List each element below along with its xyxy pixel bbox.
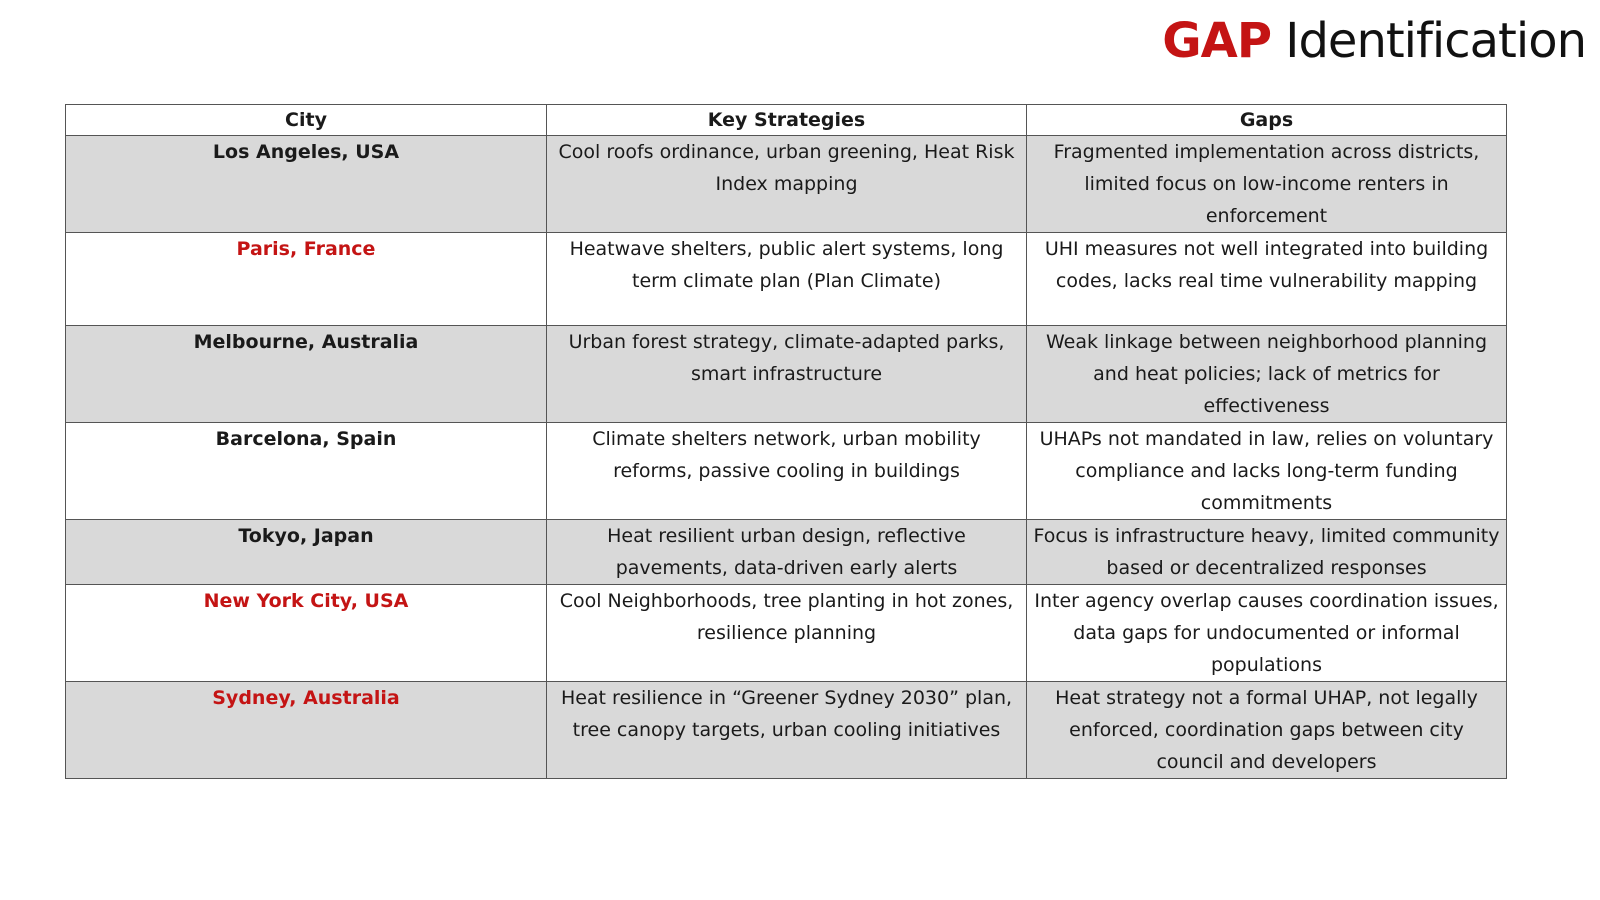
city-cell: Melbourne, Australia <box>66 326 547 423</box>
strategies-cell: Heat resilient urban design, reflective pavements, data-driven early alerts <box>547 520 1027 585</box>
slide-title <box>1162 6 1586 76</box>
city-cell: Barcelona, Spain <box>66 423 547 520</box>
strategies-cell: Climate shelters network, urban mobility reforms, passive cooling in buildings <box>547 423 1027 520</box>
table-row <box>66 136 1507 233</box>
gaps-cell: Inter agency overlap causes coordination issues, data gaps for undocumented or informal populations <box>1027 585 1507 682</box>
gaps-cell: Fragmented implementation across districts, limited focus on low-income renters in enforcement <box>1027 136 1507 233</box>
strategies-cell: Heat resilience in “Greener Sydney 2030” plan, tree canopy targets, urban cooling initiatives <box>547 682 1027 779</box>
table-row <box>66 233 1507 326</box>
gaps-cell: Weak linkage between neighborhood planning and heat policies; lack of metrics for effectiveness <box>1027 326 1507 423</box>
strategies-cell: Cool Neighborhoods, tree planting in hot zones, resilience planning <box>547 585 1027 682</box>
table-row <box>66 682 1507 779</box>
slide-title-rest: Identification <box>1285 13 1586 69</box>
gaps-cell: UHI measures not well integrated into building codes, lacks real time vulnerability mapping <box>1027 233 1507 326</box>
table-row <box>66 520 1507 585</box>
table-row <box>66 423 1507 520</box>
strategies-cell: Urban forest strategy, climate-adapted parks, smart infrastructure <box>547 326 1027 423</box>
gaps-cell: Focus is infrastructure heavy, limited community based or decentralized responses <box>1027 520 1507 585</box>
header-city: City <box>66 105 547 136</box>
city-cell: Tokyo, Japan <box>66 520 547 585</box>
gap-table <box>65 104 1507 779</box>
strategies-cell: Cool roofs ordinance, urban greening, Heat Risk Index mapping <box>547 136 1027 233</box>
header-key-strategies: Key Strategies <box>547 105 1027 136</box>
strategies-cell: Heatwave shelters, public alert systems, long term climate plan (Plan Climate) <box>547 233 1027 326</box>
city-cell: New York City, USA <box>66 585 547 682</box>
city-cell: Los Angeles, USA <box>66 136 547 233</box>
gaps-cell: Heat strategy not a formal UHAP, not legally enforced, coordination gaps between city council and developers <box>1027 682 1507 779</box>
city-cell: Sydney, Australia <box>66 682 547 779</box>
header-gaps: Gaps <box>1027 105 1507 136</box>
slide-title-accent: GAP <box>1162 13 1272 69</box>
gaps-cell: UHAPs not mandated in law, relies on voluntary compliance and lacks long-term funding commitments <box>1027 423 1507 520</box>
table-row <box>66 326 1507 423</box>
table-header-row <box>66 105 1507 136</box>
table-row <box>66 585 1507 682</box>
city-cell: Paris, France <box>66 233 547 326</box>
